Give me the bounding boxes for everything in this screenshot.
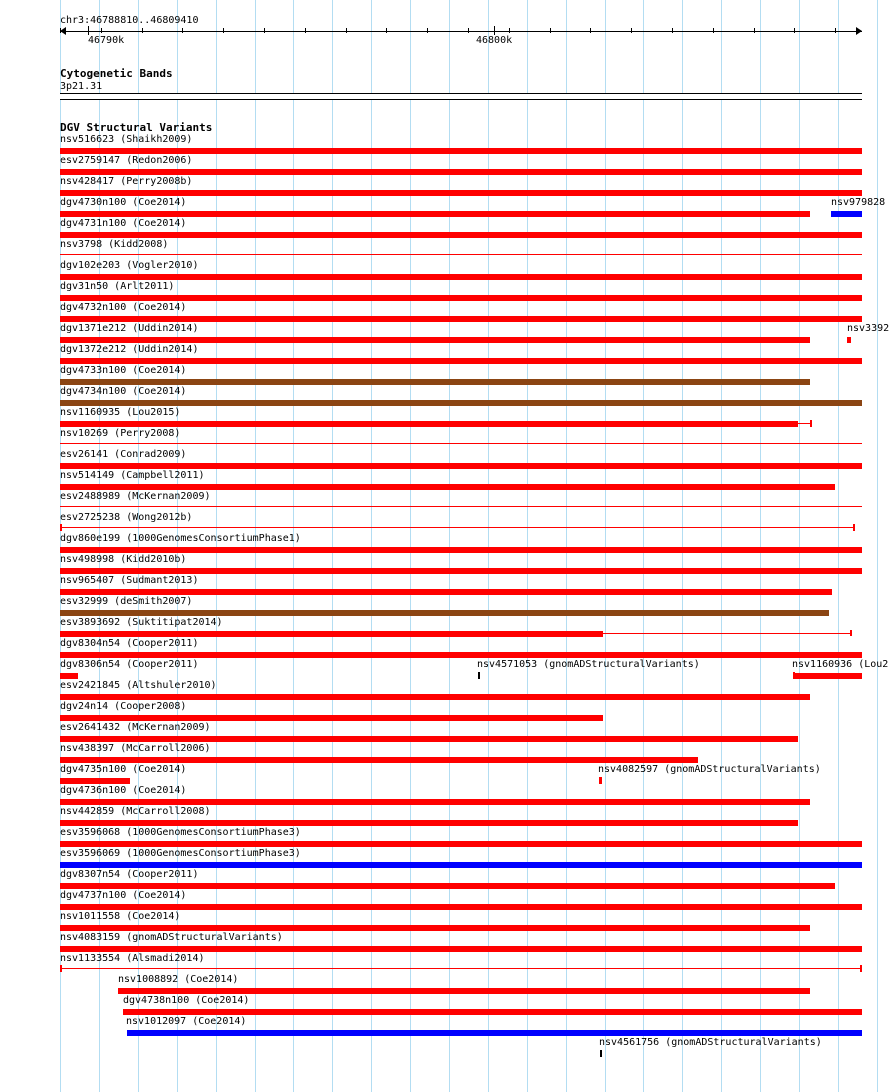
- dgv-feature-line[interactable]: [60, 443, 862, 444]
- dgv-feature-bar[interactable]: [60, 673, 78, 679]
- dgv-feature-label: esv2641432 (McKernan2009): [60, 722, 211, 733]
- dgv-feature-label: dgv31n50 (Arlt2011): [60, 281, 175, 292]
- dgv-feature-line[interactable]: [60, 506, 862, 507]
- dgv-feature-bar[interactable]: [795, 673, 862, 679]
- dgv-feature-bar[interactable]: [60, 568, 862, 574]
- dgv-feature-endcap: [853, 524, 855, 531]
- dgv-feature-bar[interactable]: [60, 148, 862, 154]
- dgv-feature-label: dgv4733n100 (Coe2014): [60, 365, 187, 376]
- dgv-feature-bar[interactable]: [60, 862, 862, 868]
- dgv-feature-label: dgv1372e212 (Uddin2014): [60, 344, 199, 355]
- grid-line: [838, 0, 839, 1092]
- dgv-feature-bar[interactable]: [60, 316, 862, 322]
- dgv-feature-label: dgv4736n100 (Coe2014): [60, 785, 187, 796]
- dgv-feature-label: nsv965407 (Sudmant2013): [60, 575, 199, 586]
- dgv-feature-label: dgv8307n54 (Cooper2011): [60, 869, 199, 880]
- dgv-feature-endcap: [850, 630, 852, 636]
- ruler-tick: [427, 28, 428, 33]
- ruler-tick: [631, 28, 632, 33]
- dgv-feature-label: nsv1008892 (Coe2014): [118, 974, 239, 985]
- ruler-tick: [60, 28, 61, 33]
- dgv-feature-bar[interactable]: [831, 211, 862, 217]
- dgv-feature-bar[interactable]: [118, 988, 810, 994]
- dgv-feature-label: nsv428417 (Perry2008b): [60, 176, 193, 187]
- dgv-feature-label: dgv4730n100 (Coe2014): [60, 197, 187, 208]
- dgv-feature-label: esv3893692 (Suktitipat2014): [60, 617, 223, 628]
- dgv-feature-bar[interactable]: [60, 547, 862, 553]
- dgv-feature-label: dgv4732n100 (Coe2014): [60, 302, 187, 313]
- dgv-feature-label: dgv24n14 (Cooper2008): [60, 701, 187, 712]
- dgv-feature-label: nsv4083159 (gnomADStructuralVariants): [60, 932, 283, 943]
- dgv-feature-label: nsv4561756 (gnomADStructuralVariants): [599, 1037, 822, 1048]
- dgv-feature-label: nsv1160935 (Lou2015): [60, 407, 181, 418]
- dgv-feature-label: dgv860e199 (1000GenomesConsortiumPhase1): [60, 533, 301, 544]
- dgv-feature-label: dgv102e203 (Vogler2010): [60, 260, 199, 271]
- dgv-feature-bar[interactable]: [60, 778, 130, 784]
- dgv-feature-label: nsv1012097 (Coe2014): [126, 1016, 247, 1027]
- dgv-feature-label: esv2421845 (Altshuler2010): [60, 680, 217, 691]
- ruler-tick: [468, 28, 469, 33]
- dgv-feature-label: nsv1160936 (Lou2: [792, 659, 889, 670]
- ruler-tick: [386, 28, 387, 33]
- dgv-feature-endcap: [793, 672, 795, 679]
- dgv-feature-label: nsv4082597 (gnomADStructuralVariants): [598, 764, 821, 775]
- dgv-feature-label: dgv4737n100 (Coe2014): [60, 890, 187, 901]
- dgv-feature-label: dgv8306n54 (Cooper2011): [60, 659, 199, 670]
- dgv-feature-label: dgv8304n54 (Cooper2011): [60, 638, 199, 649]
- dgv-feature-bar[interactable]: [60, 400, 862, 406]
- ruler-axis: [60, 31, 862, 32]
- dgv-feature-bar[interactable]: [847, 337, 851, 343]
- dgv-feature-label: nsv3392: [847, 323, 890, 334]
- ruler-tick: [590, 28, 591, 33]
- dgv-feature-line[interactable]: [60, 527, 855, 528]
- ruler-tick: [264, 28, 265, 33]
- ruler-tick: [835, 28, 836, 33]
- dgv-feature-bar[interactable]: [60, 463, 862, 469]
- dgv-feature-label: esv2725238 (Wong2012b): [60, 512, 193, 523]
- dgv-feature-label: dgv4738n100 (Coe2014): [123, 995, 250, 1006]
- ruler-tick: [754, 28, 755, 33]
- dgv-feature-bar[interactable]: [60, 337, 810, 343]
- dgv-feature-bar[interactable]: [127, 1030, 862, 1036]
- dgv-feature-label: esv3596068 (1000GenomesConsortiumPhase3): [60, 827, 301, 838]
- dgv-feature-label: esv2488989 (McKernan2009): [60, 491, 211, 502]
- dgv-feature-endcap: [60, 524, 62, 531]
- scroll-right-arrow-icon[interactable]: [856, 27, 862, 35]
- dgv-feature-bar[interactable]: [60, 631, 603, 637]
- ruler-major-tick: [494, 26, 495, 35]
- ruler-tick: [182, 28, 183, 33]
- dgv-feature-bar[interactable]: [60, 232, 862, 238]
- dgv-feature-bar[interactable]: [60, 883, 835, 889]
- ruler-tick: [346, 28, 347, 33]
- ruler-tick: [794, 28, 795, 33]
- dgv-feature-label: nsv442859 (McCarroll2008): [60, 806, 211, 817]
- dgv-feature-bar[interactable]: [60, 295, 862, 301]
- dgv-feature-label: esv3596069 (1000GenomesConsortiumPhase3): [60, 848, 301, 859]
- dgv-feature-bar[interactable]: [60, 589, 832, 595]
- dgv-feature-label: nsv1133554 (Alsmadi2014): [60, 953, 205, 964]
- dgv-feature-bar[interactable]: [60, 715, 603, 721]
- dgv-feature-label: nsv4571053 (gnomADStructuralVariants): [477, 659, 700, 670]
- ruler-tick: [672, 28, 673, 33]
- dgv-feature-bar[interactable]: [60, 925, 810, 931]
- dgv-feature-endcap: [860, 965, 862, 972]
- dgv-feature-label: nsv514149 (Campbell2011): [60, 470, 205, 481]
- dgv-feature-label: esv32999 (deSmith2007): [60, 596, 193, 607]
- region-label: chr3:46788810..46809410: [60, 15, 199, 26]
- cytoband-bar[interactable]: [60, 93, 862, 100]
- dgv-feature-bar[interactable]: [60, 610, 829, 616]
- dgv-feature-label: dgv4734n100 (Coe2014): [60, 386, 187, 397]
- dgv-feature-bar[interactable]: [60, 211, 810, 217]
- dgv-feature-label: nsv10269 (Perry2008): [60, 428, 181, 439]
- dgv-feature-bar[interactable]: [60, 841, 862, 847]
- dgv-feature-mark[interactable]: [599, 777, 602, 784]
- dgv-feature-endcap: [810, 420, 812, 427]
- dgv-feature-bar[interactable]: [60, 421, 798, 427]
- dgv-feature-bar[interactable]: [60, 484, 835, 490]
- dgv-feature-label: esv26141 (Conrad2009): [60, 449, 187, 460]
- ruler-tick: [509, 28, 510, 33]
- dgv-feature-bar[interactable]: [60, 694, 810, 700]
- dgv-feature-bar[interactable]: [60, 757, 698, 763]
- dgv-feature-bar[interactable]: [60, 904, 862, 910]
- ruler-tick-label: 46800k: [476, 35, 513, 46]
- dgv-feature-mark[interactable]: [478, 672, 480, 679]
- dgv-feature-bar[interactable]: [60, 358, 862, 364]
- dgv-feature-endcap: [60, 965, 62, 972]
- ruler-tick: [142, 28, 143, 33]
- dgv-feature-label: nsv3798 (Kidd2008): [60, 239, 169, 250]
- dgv-feature-bar[interactable]: [60, 190, 862, 196]
- grid-line: [877, 0, 878, 1092]
- dgv-feature-label: nsv516623 (Shaikh2009): [60, 134, 193, 145]
- dgv-feature-bar[interactable]: [123, 1009, 862, 1015]
- dgv-feature-bar[interactable]: [60, 736, 798, 742]
- ruler-tick: [223, 28, 224, 33]
- dgv-feature-bar[interactable]: [60, 946, 862, 952]
- dgv-feature-line[interactable]: [60, 254, 862, 255]
- dgv-feature-bar[interactable]: [60, 379, 810, 385]
- ruler-tick: [713, 28, 714, 33]
- dgv-feature-line[interactable]: [60, 968, 862, 969]
- dgv-feature-label: dgv4731n100 (Coe2014): [60, 218, 187, 229]
- ruler-tick-label: 46790k: [88, 35, 125, 46]
- ruler-tick: [101, 28, 102, 33]
- dgv-feature-label: nsv438397 (McCarroll2006): [60, 743, 211, 754]
- dgv-feature-bar[interactable]: [60, 652, 862, 658]
- ruler-tick: [305, 28, 306, 33]
- dgv-feature-bar[interactable]: [60, 799, 810, 805]
- ruler-tick: [550, 28, 551, 33]
- cytoband-label: 3p21.31: [60, 81, 103, 92]
- dgv-feature-label: nsv979828: [831, 197, 886, 208]
- dgv-feature-label: dgv4735n100 (Coe2014): [60, 764, 187, 775]
- dgv-feature-bar[interactable]: [60, 274, 862, 280]
- dgv-feature-label: dgv1371e212 (Uddin2014): [60, 323, 199, 334]
- dgv-feature-extension: [603, 633, 850, 634]
- dgv-feature-label: nsv498998 (Kidd2010b): [60, 554, 187, 565]
- dgv-feature-extension: [798, 423, 810, 424]
- dgv-track-title: DGV Structural Variants: [60, 121, 213, 134]
- cytoband-track-title: Cytogenetic Bands: [60, 67, 173, 80]
- dgv-feature-label: nsv1011558 (Coe2014): [60, 911, 181, 922]
- dgv-feature-bar[interactable]: [60, 820, 798, 826]
- ruler-major-tick: [88, 26, 89, 35]
- dgv-feature-label: esv2759147 (Redon2006): [60, 155, 193, 166]
- dgv-feature-mark[interactable]: [600, 1050, 602, 1057]
- dgv-feature-bar[interactable]: [60, 169, 862, 175]
